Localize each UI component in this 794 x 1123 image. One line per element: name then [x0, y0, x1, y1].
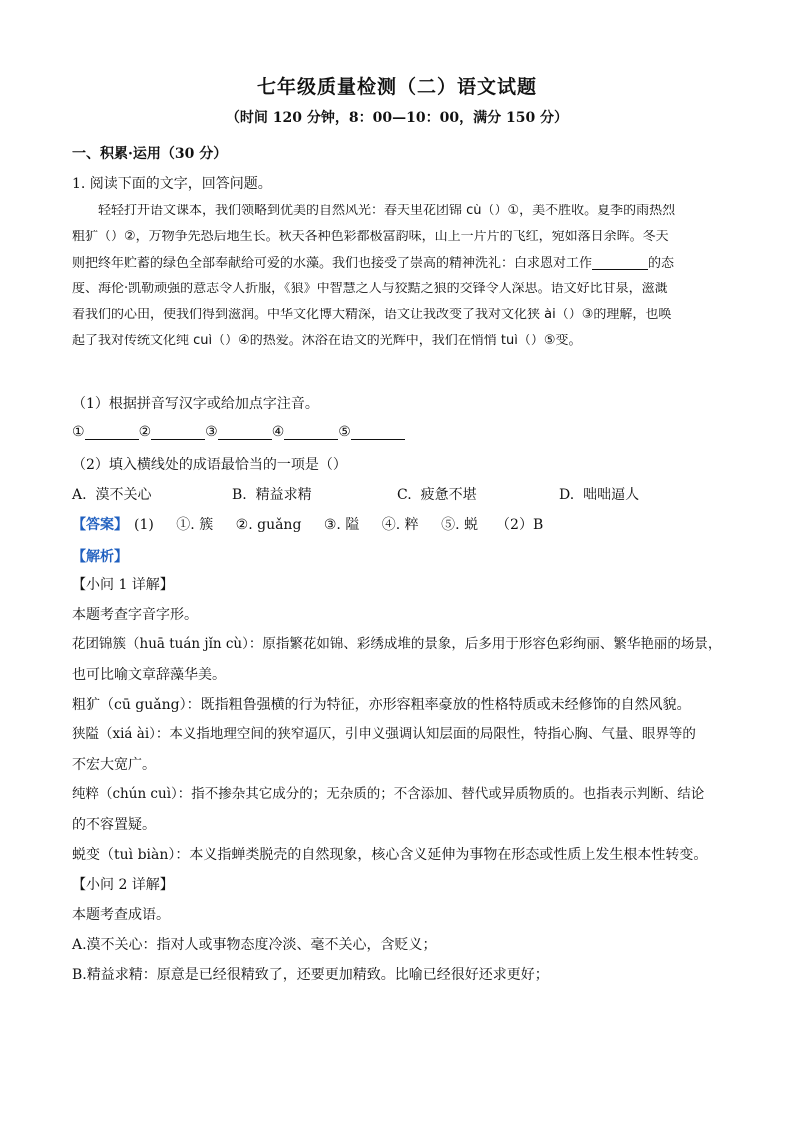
answer-item: ④. 粹 [381, 517, 419, 533]
analysis-line: 【小问 1 详解】 [72, 577, 174, 593]
analysis-line: B.精益求精：原意是已经很精致了，还要更加精致。比喻已经很好还求更好； [72, 967, 549, 983]
answer-blank[interactable] [284, 425, 338, 440]
analysis-line: 蜕变（tuì biàn）：本义指蝉类脱壳的自然现象，核心含义延伸为事物在形态或性质上发生根本性转变。 [72, 847, 708, 863]
answer-blank[interactable] [218, 425, 272, 440]
option-c: C. 疲惫不堪 [397, 487, 477, 503]
answer-tag: 【答案】 [72, 517, 128, 533]
idiom-blank [592, 256, 648, 270]
passage-line [72, 256, 722, 282]
blank-label: ① [72, 424, 85, 440]
answer-blank[interactable] [351, 425, 405, 440]
analysis-tag: 【解析】 [72, 549, 128, 565]
analysis-line: 花团锦簇（huā tuán jǐn cù）：原指繁花如锦、彩绣成堆的景象，后多用于形容色彩绚丽、繁华艳丽的场景， [72, 636, 722, 652]
passage-line: 轻轻打开语文课本，我们领略到优美的自然风光：春天里花团锦 cù（）①，美不胜收。夏季的雨热烈 [98, 204, 676, 218]
analysis-line: 粗犷（cū guǎng）：既指粗鲁强横的行为特征，亦形容粗率豪放的性格特质或未经修饰的自然风貌。 [72, 697, 691, 713]
analysis-line: A.漠不关心：指对人或事物态度冷淡、毫不关心，含贬义； [72, 937, 437, 953]
answer-item: ⑤. 蜕 [441, 517, 479, 533]
blank-label: ② [138, 424, 152, 440]
answer-item: ②. guǎng [235, 517, 302, 533]
analysis-line: 本题考查字音字形。 [72, 607, 198, 623]
analysis-body [72, 578, 727, 998]
section-heading: 一、积累·运用（30 分） [72, 146, 228, 162]
sub-question-1: （1）根据拼音写汉字或给加点字注音。 [72, 396, 319, 412]
answer-item: ③. 隘 [323, 517, 360, 533]
answer-line [72, 514, 561, 534]
sub-question-2: （2）填入横线处的成语最恰当的一项是（） [72, 457, 347, 473]
exam-time-info: （时间 120 分钟，8：00—10：00，满分 150 分） [225, 110, 569, 126]
answer-blank[interactable] [85, 425, 139, 440]
analysis-line: 狭隘（xiá ài）：本义指地理空间的狭窄逼仄，引申义强调认知层面的局限性，特指心胸、气量、眼界等的 [72, 726, 696, 742]
blank-label: ⑤ [338, 424, 351, 440]
option-b: B. 精益求精 [232, 487, 312, 503]
answer-part1: (1) [134, 517, 154, 533]
analysis-line: 的不容置疑。 [72, 817, 156, 833]
reading-passage [72, 204, 722, 360]
question-1-prompt: 1. 阅读下面的文字，回答问题。 [72, 176, 272, 192]
blank-label: ③ [205, 424, 218, 440]
passage-line: 着我们的心田，使我们得到滋润。中华文化博大精深，语文让我改变了我对文化狭 ài（）③的理解，也唤 [72, 308, 672, 322]
analysis-line: 本题考查成语。 [72, 907, 170, 923]
option-d: D. 咄咄逼人 [559, 487, 640, 503]
passage-text: 的态 [648, 256, 675, 271]
page-title: 七年级质量检测（二）语文试题 [256, 76, 537, 98]
answer-blanks [72, 424, 405, 440]
analysis-line: 【小问 2 详解】 [72, 877, 174, 893]
passage-text: 则把终年贮蓄的绿色全部奉献给可爱的水藻。我们也接受了崇高的精神洗礼：白求恩对工作 [72, 256, 593, 271]
option-a: A. 漠不关心 [72, 487, 152, 503]
passage-line: 粗犷（）②，万物争先恐后地生长。秋天各种色彩都极富韵味，山上一片片的飞红，宛如落日余晖。冬天 [72, 230, 669, 244]
answer-part2: （2）B [496, 517, 544, 533]
passage-line: 度、海伦·凯勒顽强的意志令人折服，《狼》中智慧之人与狡黠之狼的交锋令人深思。语文好比甘泉，滋溉 [72, 282, 668, 296]
answer-item: ①. 簇 [176, 517, 214, 533]
analysis-line: 也可比喻文章辞藻华美。 [72, 667, 226, 683]
analysis-line: 不宏大宽广。 [72, 757, 156, 773]
blank-label: ④ [271, 424, 285, 440]
answer-blank[interactable] [151, 425, 205, 440]
passage-line: 起了我对传统文化纯 cuì（）④的热爱。沐浴在语文的光辉中，我们在悄悄 tuì（）⑤变。 [72, 334, 582, 348]
analysis-line: 纯粹（chún cuì）：指不掺杂其它成分的；无杂质的；不含添加、替代或异质物质的。也指表示判断、结论 [72, 786, 705, 802]
